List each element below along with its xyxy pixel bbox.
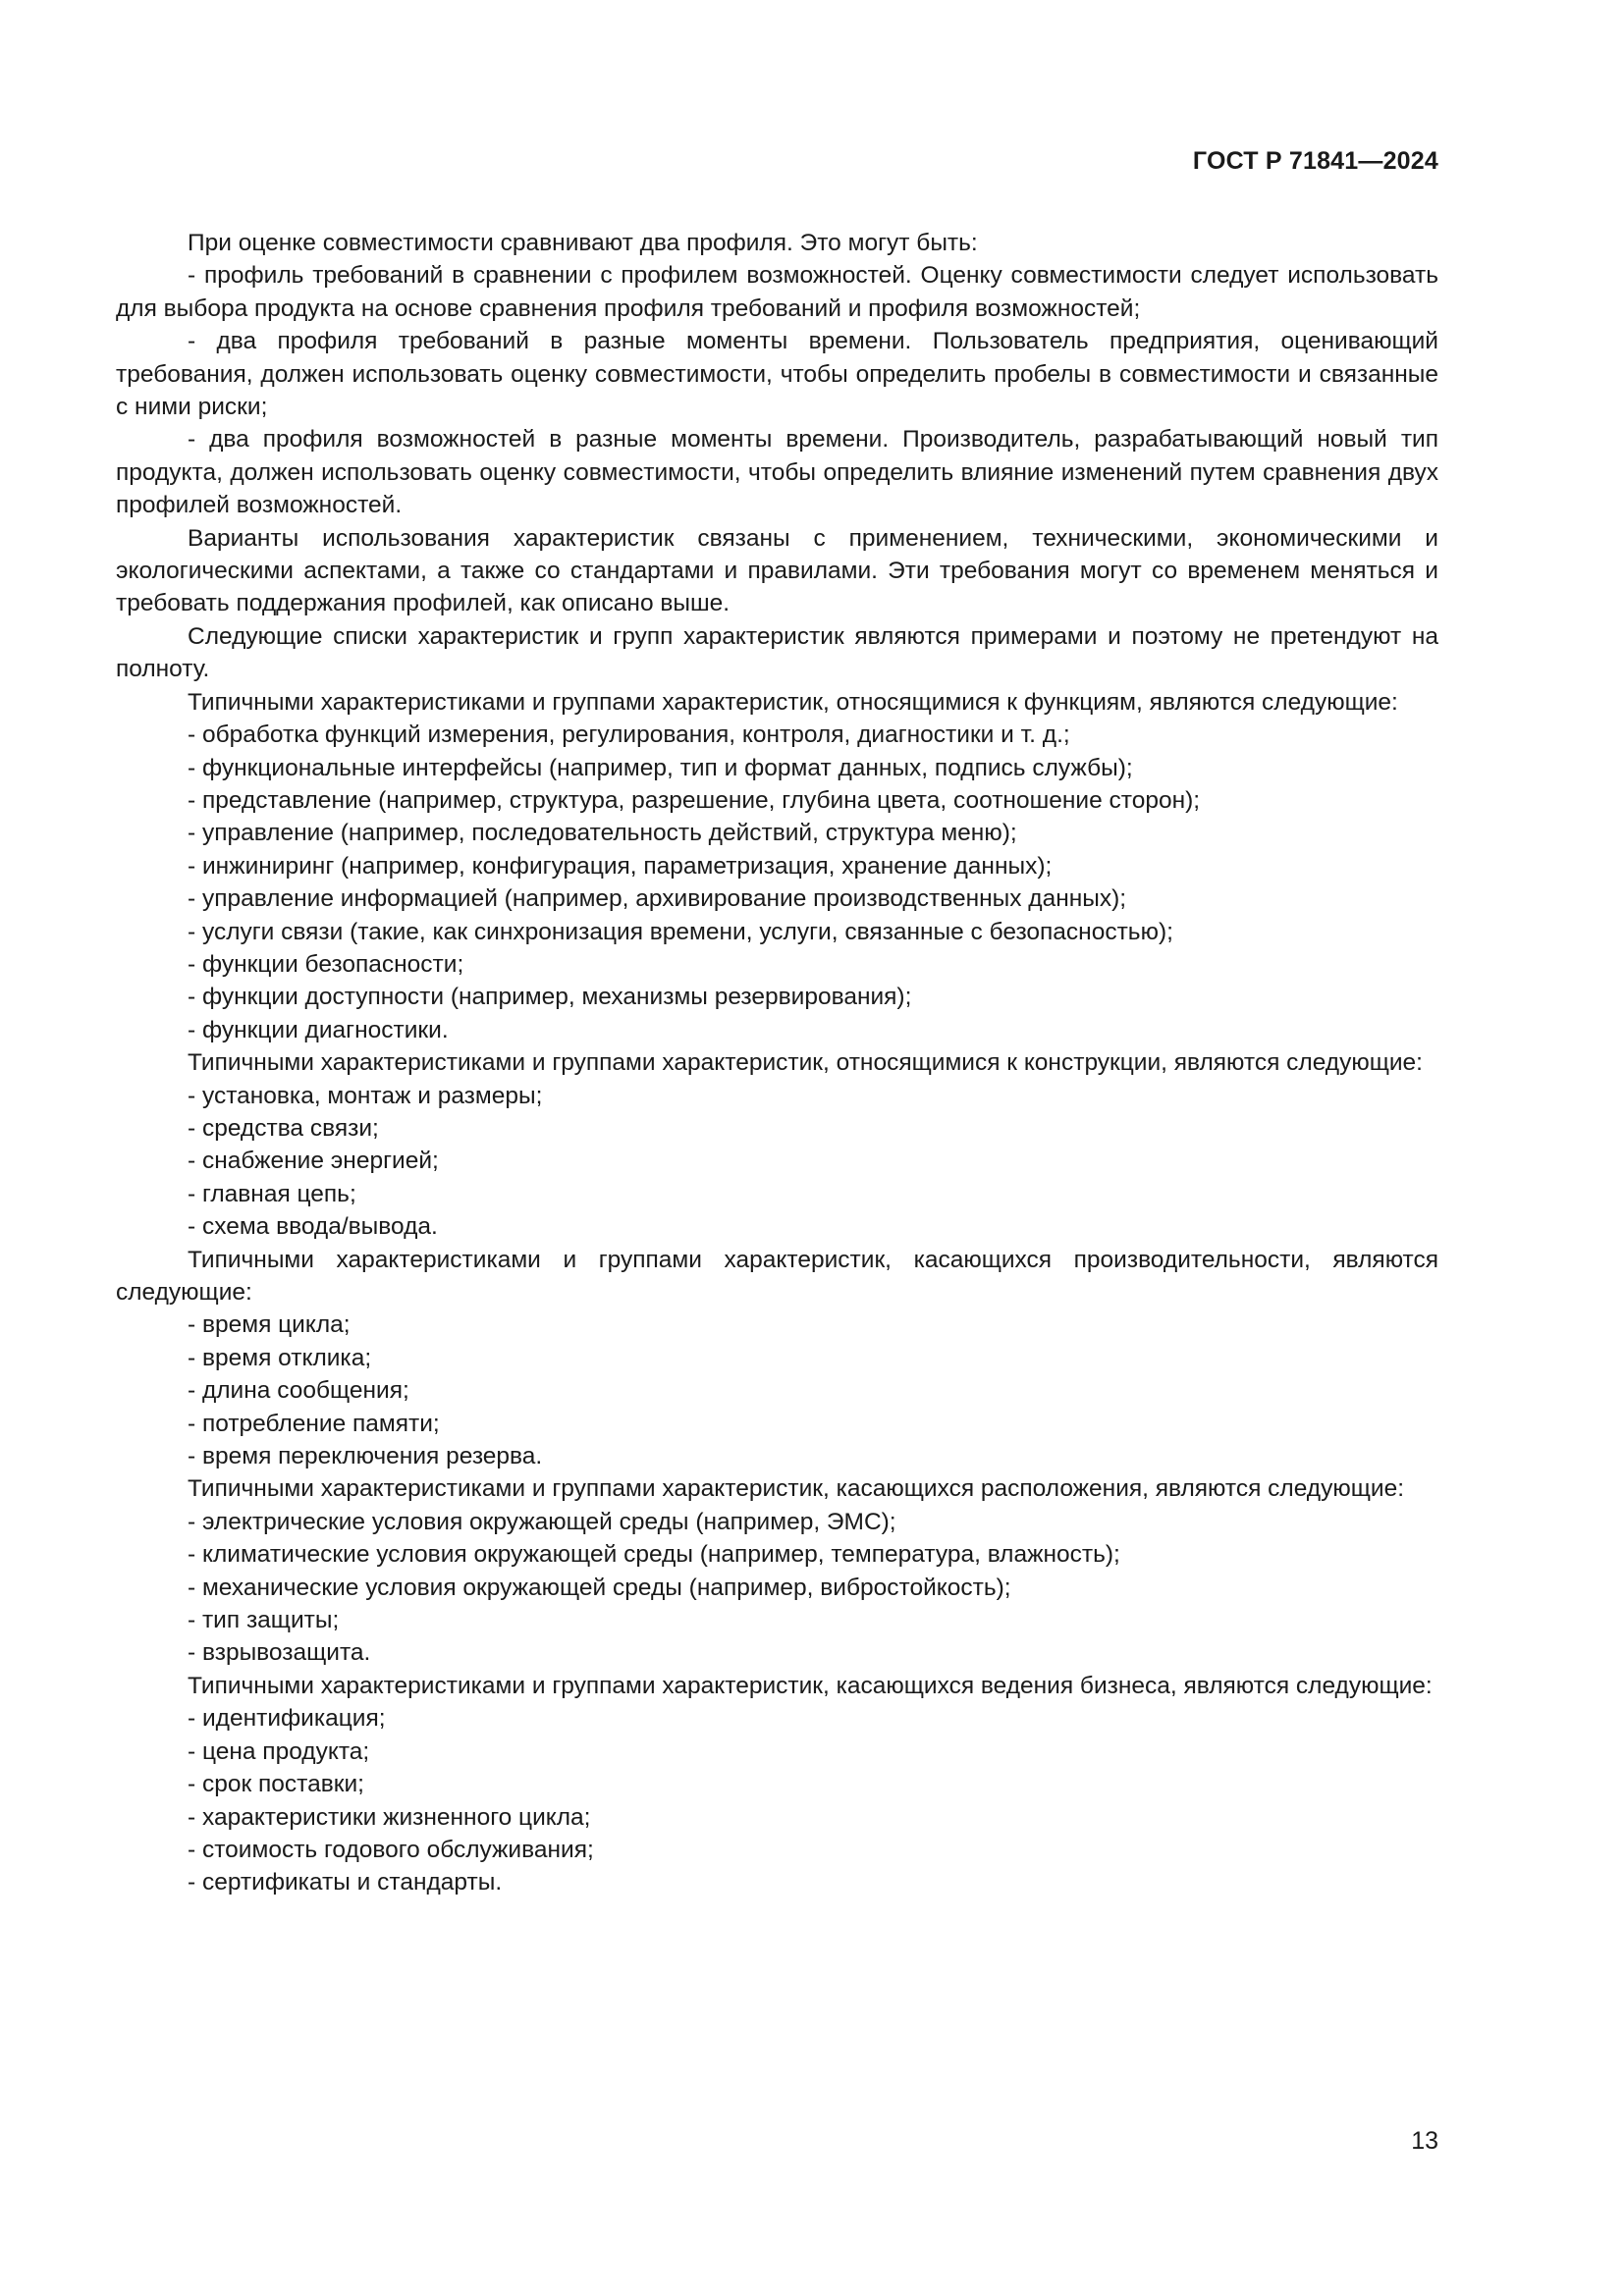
list-item: - механические условия окружающей среды (например, вибростойкость); xyxy=(188,1574,1011,1601)
list-item: - климатические условия окружающей среды (например, температура, влажность); xyxy=(188,1541,1120,1569)
list-item: - обработка функций измерения, регулирования, контроля, диагностики и т. д.; xyxy=(188,721,1070,749)
paragraph: - два профиля возможностей в разные моменты времени. Производитель, разрабатывающий новый тип продукта, должен использовать оценку совместимости, чтобы определить влияние изменений путем сравнения двух профилей возможностей. xyxy=(116,426,1438,519)
paragraph: Варианты использования характеристик связаны с применением, техническими, экономическими и экологическими аспектами, а также со стандартами и правилами. Эти требования могут со временем меняться и требовать поддержания профилей, как описано выше. xyxy=(116,524,1438,617)
functions-list xyxy=(116,719,1438,1046)
location-list xyxy=(116,1506,1438,1670)
paragraph: Типичными характеристиками и группами характеристик, относящимися к конструкции, являются следующие: xyxy=(188,1049,1423,1077)
page-number: 13 xyxy=(1411,2127,1438,2155)
paragraph: При оценке совместимости сравнивают два профиля. Это могут быть: xyxy=(188,230,978,256)
paragraph: Типичными характеристиками и группами характеристик, касающихся ведения бизнеса, являются следующие: xyxy=(188,1672,1433,1699)
list-item: - характеристики жизненного цикла; xyxy=(188,1803,591,1831)
list-item: - время переключения резерва. xyxy=(188,1443,543,1470)
list-item: - идентификация; xyxy=(188,1705,386,1733)
construction-list xyxy=(116,1080,1438,1244)
standard-code-header: ГОСТ Р 71841—2024 xyxy=(1192,147,1438,175)
list-item: - функции диагностики. xyxy=(188,1016,449,1043)
list-item: - услуги связи (такие, как синхронизация времени, услуги, связанные с безопасностью); xyxy=(188,918,1173,945)
list-item: - цена продукта; xyxy=(188,1737,370,1765)
paragraph: Следующие списки характеристик и групп характеристик являются примерами и поэтому не претендуют на полноту. xyxy=(116,622,1438,683)
list-item: - снабжение энергией; xyxy=(188,1148,439,1175)
list-item: - потребление памяти; xyxy=(188,1410,440,1437)
list-item: - электрические условия окружающей среды (например, ЭМС); xyxy=(188,1508,896,1535)
paragraph: Типичными характеристиками и группами характеристик, касающихся производительности, являются следующие: xyxy=(116,1246,1438,1306)
list-item: - управление информацией (например, архивирование производственных данных); xyxy=(188,885,1127,913)
paragraph: Типичными характеристиками и группами характеристик, касающихся расположения, являются следующие: xyxy=(188,1475,1404,1503)
list-item: - стоимость годового обслуживания; xyxy=(188,1836,594,1863)
paragraph: - два профиля требований в разные моменты времени. Пользователь предприятия, оценивающий требования, должен использовать оценку совместимости, чтобы определить пробелы в совместимости и связанные с ними риски; xyxy=(116,328,1438,421)
list-item: - тип защиты; xyxy=(188,1607,340,1634)
list-item: - средства связи; xyxy=(188,1114,379,1142)
list-item: - инжиниринг (например, конфигурация, параметризация, хранение данных); xyxy=(188,852,1053,880)
list-item: - длина сообщения; xyxy=(188,1377,409,1405)
list-item: - представление (например, структура, разрешение, глубина цвета, соотношение сторон); xyxy=(188,786,1201,814)
paragraph: Типичными характеристиками и группами характеристик, относящимися к функциям, являются следующие: xyxy=(188,688,1398,716)
list-item: - время цикла; xyxy=(188,1311,351,1339)
list-item: - срок поставки; xyxy=(188,1771,364,1798)
list-item: - функции доступности (например, механизмы резервирования); xyxy=(188,984,912,1011)
list-item: - главная цепь; xyxy=(188,1180,356,1207)
list-item: - время отклика; xyxy=(188,1344,372,1371)
business-list xyxy=(116,1702,1438,1898)
list-item: - функции безопасности; xyxy=(188,950,464,978)
list-item: - управление (например, последовательность действий, структура меню); xyxy=(188,820,1017,847)
list-item: - взрывозащита. xyxy=(188,1639,371,1667)
performance-list xyxy=(116,1308,1438,1472)
list-item: - сертификаты и стандарты. xyxy=(188,1869,503,1896)
list-item: - функциональные интерфейсы (например, тип и формат данных, подпись службы); xyxy=(188,754,1133,781)
list-item: - установка, монтаж и размеры; xyxy=(188,1082,543,1109)
list-item: - схема ввода/вывода. xyxy=(188,1213,438,1241)
paragraph: - профиль требований в сравнении с профилем возможностей. Оценку совместимости следует использовать для выбора продукта на основе сравнения профиля требований и профиля возможностей; xyxy=(116,262,1438,322)
document-body xyxy=(116,227,1438,1899)
